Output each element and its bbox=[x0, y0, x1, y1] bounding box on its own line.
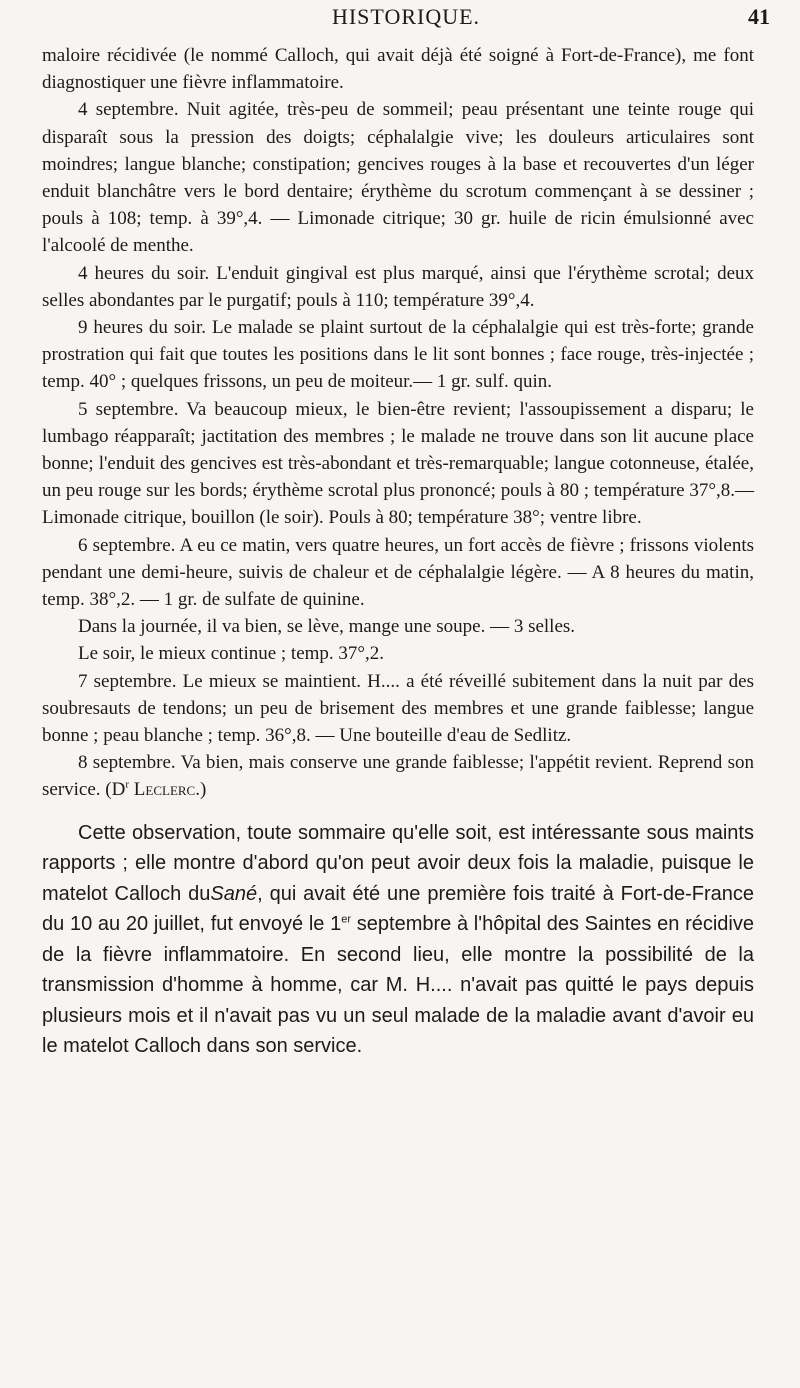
page-header bbox=[42, 4, 770, 38]
observation-paragraph: 9 heures du soir. Le malade se plaint surtout de la céphalalgie qui est très-forte; grande prostration qui fait que toutes les positions dans le lit sont bonnes ; face rouge, très-injectée ; temp. 40° ; quelques frissons, un peu de moiteur.— 1 gr. sulf. quin. bbox=[42, 317, 754, 393]
ship-name: Sané bbox=[210, 882, 258, 905]
observation-paragraph: Le soir, le mieux continue ; temp. 37°,2. bbox=[78, 643, 385, 665]
commentary-paragraph bbox=[42, 818, 754, 1062]
observation-paragraph: 6 septembre. A eu ce matin, vers quatre heures, un fort accès de fièvre ; frissons violents pendant une demi-heure, suivis de chaleur et de céphalalgie légère. — A 8 heures du matin, temp. 38°,2. — 1 gr. de sulfate de quinine. bbox=[42, 534, 754, 611]
observation-paragraph: maloire récidivée (le nommé Calloch, qui avait déjà été soigné à Fort-de-France), me font diagnostiquer une fièvre inflammatoire. bbox=[42, 45, 754, 94]
observation-text: 8 septembre. Va bien, mais conserve une grande faiblesse; l'appétit revient. Reprend son service. (D bbox=[42, 752, 754, 801]
observation-paragraph bbox=[42, 749, 754, 803]
observation-paragraph: 4 septembre. Nuit agitée, très-peu de sommeil; peau présentant une teinte rouge qui disparaît sous la pression des doigts; céphalalgie vive; les douleurs articulaires sont moindres; langue blanche; constipation; gencives rouges à la base et recouvertes d'un léger enduit blanchâtre vers le bord dentaire; érythème du scrotum commençant à se dessiner ; pouls à 108; temp. à 39°,4. — Limonade citrique; 30 gr. huile de ricin émulsionné avec l'alcoolé de menthe. bbox=[42, 99, 754, 257]
page-body bbox=[42, 42, 754, 1062]
superscript: r bbox=[125, 779, 130, 792]
clinical-observation bbox=[42, 42, 754, 804]
observation-paragraph: 5 septembre. Va beaucoup mieux, le bien-être revient; l'assoupissement a disparu; le lumbago réapparaît; jactitation des membres ; le malade ne trouve dans son lit aucune place bonne; l'enduit des gencives est très-abondant et très-remarquable; langue cotonneuse, étalée, un peu rouge sur les bords; érythème scrotal plus prononcé; pouls à 80 ; température 37°,8.— Limonade citrique, bouillon (le soir). Pouls à 80; température 38°; ventre libre. bbox=[42, 398, 754, 529]
observation-paragraph: 7 septembre. Le mieux se maintient. H.... a été réveillé subitement dans la nuit par des soubresauts de tendons; un peu de brisement des membres et une grande faiblesse; langue bonne ; peau blanche ; temp. 36°,8. — Une bouteille d'eau de Sedlitz. bbox=[42, 670, 754, 747]
page-number: 41 bbox=[748, 4, 770, 29]
commentary-text: Cette observation, toute sommaire qu'elle soit, est intéressante sous maints rapports ; elle montre d'abord qu'on peut avoir deux fois la maladie, puisque le matelot Calloch du bbox=[42, 821, 754, 905]
running-title: HISTORIQUE. bbox=[331, 4, 481, 29]
observation-paragraph: Dans la journée, il va bien, se lève, mange une soupe. — 3 selles. bbox=[78, 616, 576, 638]
commentary-text: septembre à l'hôpital des Saintes en récidive de la fièvre inflammatoire. En second lieu, elle montre la possibilité de la transmission d'homme à homme, car M. H.... n'avait pas quitté le pays depuis plusieurs mois et il n'avait pas vu un seul malade de la maladie avant d'avoir eu le matelot Calloch dans son service. bbox=[42, 913, 754, 1058]
commentary-text: , qui avait été une première fois traité à Fort-de-France du 10 au 20 juillet, fut envoyé le 1 bbox=[42, 882, 754, 936]
observation-text-end: .) bbox=[195, 779, 207, 801]
observation-paragraph: 4 heures du soir. L'enduit gingival est plus marqué, ainsi que l'érythème scrotal; deux selles abondantes par le purgatif; pouls à 110; température 39°,4. bbox=[42, 262, 754, 311]
author-name: Leclerc bbox=[133, 779, 196, 801]
commentary bbox=[42, 818, 754, 1062]
superscript: er bbox=[341, 913, 352, 926]
